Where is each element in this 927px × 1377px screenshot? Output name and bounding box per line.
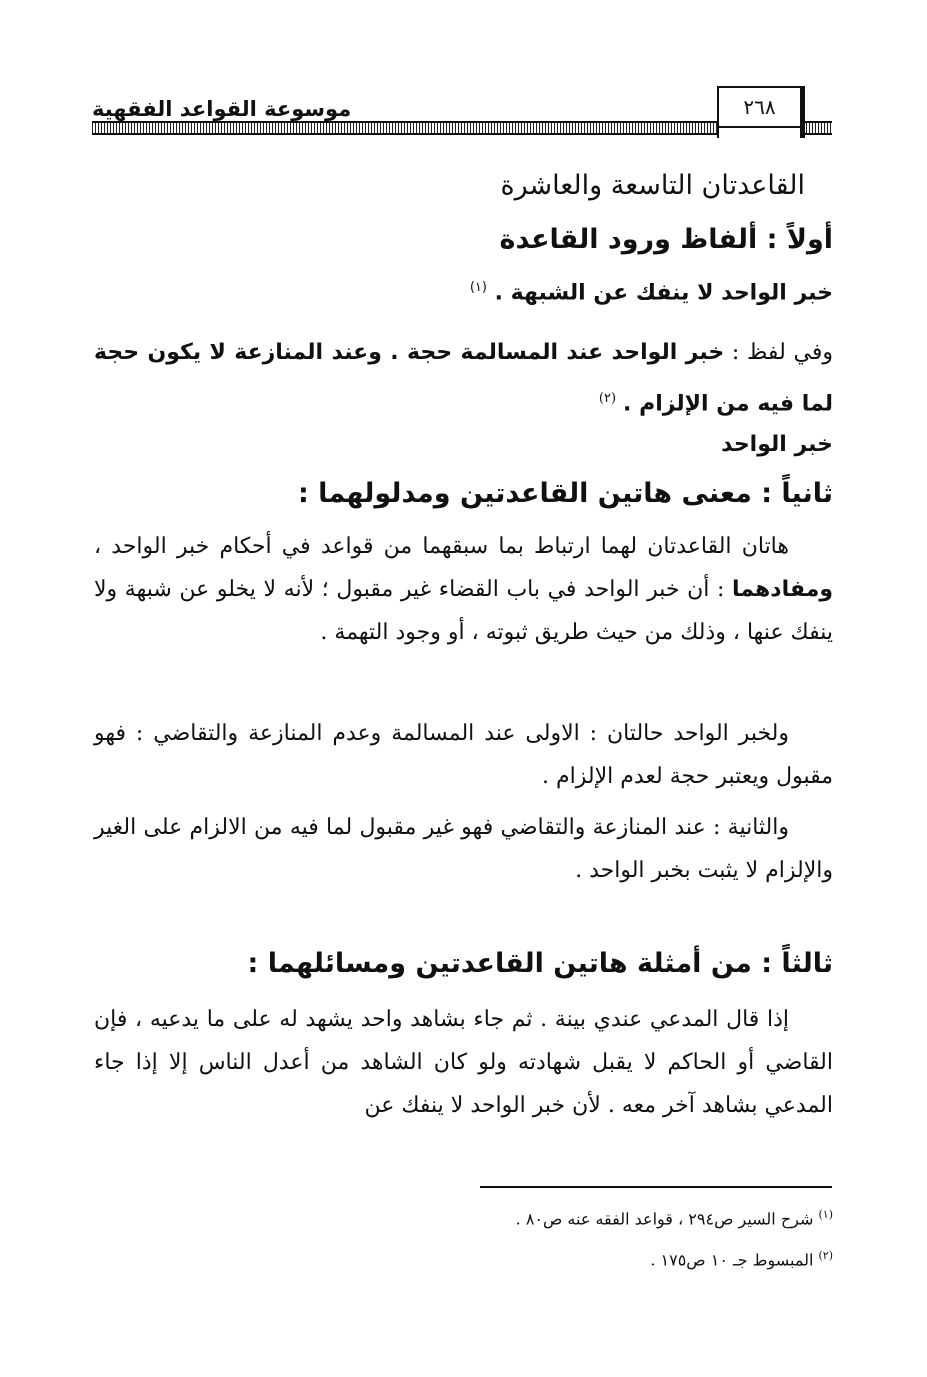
- section-heading-2: ثانياً : معنى هاتين القاعدتين ومدلولهما :: [297, 478, 833, 509]
- footnote-ref-2: (٢): [598, 391, 617, 406]
- running-header-title: موسوعة القواعد الفقهية: [92, 97, 352, 121]
- footnote-1: $^{(١)}$ شرح السير ص٢٩٤ ، قواعد الفقه عنه ص٨٠ .: [515, 1208, 833, 1229]
- page-number: ٢٦٨: [717, 86, 805, 128]
- paragraph-examples-1: إذا قال المدعي عندي بينة . ثم جاء بشاهد واحد يشهد له على ما يدعيه ، فإن القاضي أو الحاكم لا يقبل شهادته ولو كان الشاهد من أعدل الناس إلا إذا جاء المدعي بشاهد آخر معه . لأن خبر الواحد لا ينفك عن: [94, 1007, 833, 1118]
- footnote-2: $^{(٢)}$ المبسوط جـ ١٠ ص١٧٥ .: [650, 1249, 833, 1270]
- footnote-ref-1: (١): [469, 280, 487, 295]
- footnote-separator: [480, 1186, 832, 1188]
- rule-text-2: وفي لفظ : خبر الواحد عند المسالمة حجة . وعند المنازعة لا يكون حجة لما فيه من الإلزام . $^{(٢)}$: [94, 340, 833, 417]
- chapter-heading: القاعدتان التاسعة والعاشرة: [500, 170, 805, 201]
- topic-label: خبر الواحد: [721, 432, 833, 457]
- paragraph-meaning-2: ولخبر الواحد حالتان : الاولى عند المسالمة وعدم المنازعة والتقاضي : فهو مقبول ويعتبر حجة لعدم الإلزام .: [94, 721, 833, 789]
- rule-text-1: خبر الواحد لا ينفك عن الشبهة . $^{(١)}$: [469, 280, 833, 306]
- paragraph-meaning-1: هاتان القاعدتان لهما ارتباط بما سبقهما من قواعد في أحكام خبر الواحد ، ومفادهما : أن خبر الواحد في باب القضاء غير مقبول ؛ لأنه لا يخلو عن شبهة ولا ينفك عنها ، وذلك من حيث طريق ثبوته ، أو وجود التهمة .: [94, 534, 833, 645]
- section-heading-1: أولاً : ألفاظ ورود القاعدة: [499, 224, 833, 255]
- paragraph-meaning-3: والثانية : عند المنازعة والتقاضي فهو غير مقبول لما فيه من الالزام على الغير والإلزام لا يثبت بخبر الواحد .: [94, 815, 833, 883]
- section-heading-3: ثالثاً : من أمثلة هاتين القاعدتين ومسائلهما :: [247, 948, 833, 979]
